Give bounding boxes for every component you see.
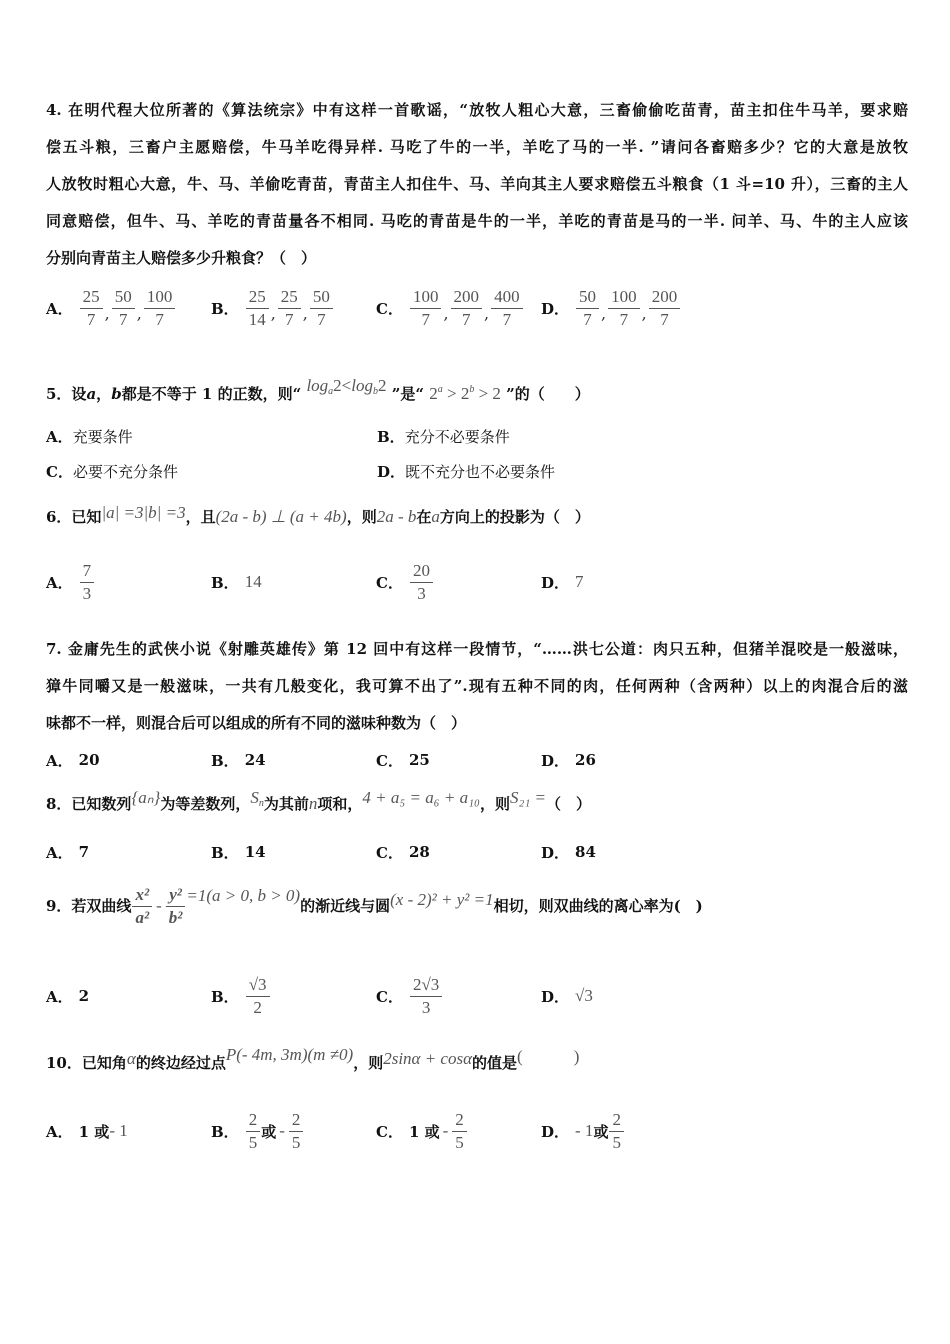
q10-option-c[interactable]: C． 1 或 - $\frac{2}{5}$ [376,1096,468,1166]
question-8: 8．已知数列{aₙ}为等差数列，$S^n$为其前n项和，4 + a₅ = a₆ + a₁₀，则S₂₁ =（ ） [46,788,592,813]
q5-option-b[interactable]: B．充分不必要条件 [377,428,510,446]
q4-line-3: 人放牧时粗心大意，牛、马、羊偷吃青苗，青苗主人扣住牛、马、羊向其主人要求赔偿五斗粮食（1 斗=10 升），三畜的主人 [46,175,908,193]
fraction: $\frac{25}{7}$ [278,286,301,331]
fraction: $\frac{400}{7}$ [491,286,523,331]
q4-line-2: 偿五斗粮，三畜户主愿赔偿，牛马羊吃得异样. 马吃了牛的一半，羊吃了马的一半. ”请问各畜赔多少？它的大意是放牧 [46,138,908,156]
fraction: $\frac{100}{7}$ [608,286,640,331]
q7-option-d[interactable]: D． 26 [541,751,596,770]
fraction: $\frac{25}{7}$ [80,286,103,331]
question-5: 5．设a，b都是不等于 1 的正数，则“ $\log_a2<\log_b2$ ”是“ $2^a > 2^b > 2$ ”的（ ） [46,376,590,403]
fraction: $\frac{100}{7}$ [144,286,176,331]
q9-options [46,958,908,1034]
fraction: $\frac{25}{14}$ [246,286,269,331]
q9-option-c[interactable]: C． $\frac{2√3}{3}$ [376,958,443,1034]
q5-option-d[interactable]: D．既不充分也不必要条件 [377,463,556,481]
q10-option-d[interactable]: D． - 1 或 $\frac{2}{5}$ [541,1096,625,1166]
q9-option-b[interactable]: B． $\frac{√3}{2}$ [211,958,271,1034]
q6-option-b[interactable]: B． 14 [211,572,262,592]
q8-option-b[interactable]: B． 14 [211,843,266,862]
q8-option-c[interactable]: C． 28 [376,843,430,862]
q10-option-b[interactable]: B． $\frac{2}{5}$ 或 - $\frac{2}{5}$ [211,1096,304,1166]
q4-option-b[interactable]: B． $\frac{25}{14}$ , $\frac{25}{7}$ , $\frac{50}{7}$ [211,278,334,338]
question-9: 9．若双曲线 $\frac{\text{x²}}{\text{a²}}$ - $\frac{\text{y²}}{\text{b²}}$ =1(a > 0, b > 0) 的渐近线与圆 (x - 2)² + y² =1 相切，则双曲线的离心率为( ) [46,884,703,927]
q9-option-a[interactable]: A． 2 [46,987,90,1006]
q4-option-c[interactable]: C． $\frac{100}{7}$ , $\frac{200}{7}$ , $\frac{400}{7}$ [376,278,524,338]
question-4 [46,92,908,277]
question-6: 6．已知|a| =3|b| =3，且(2a - b) ⊥ (a + 4b)，则2a - b在a方向上的投影为（ ） [46,503,590,526]
q4-options [46,278,908,338]
fraction: $\frac{200}{7}$ [451,286,483,331]
fraction: $\frac{100}{7}$ [410,286,442,331]
q7-option-a[interactable]: A． 20 [46,751,100,770]
q4-option-a[interactable]: A． $\frac{25}{7}$ , $\frac{50}{7}$ , $\frac{100}{7}$ [46,278,176,338]
q4-option-d[interactable]: D． $\frac{50}{7}$ , $\frac{100}{7}$ , $\frac{200}{7}$ [541,278,681,338]
question-7: 7. 金庸先生的武侠小说《射雕英雄传》第 12 回中有这样一段情节，“……洪七公道：肉只五种，但猪羊混咬是一般滋味， 獐牛同嚼又是一般滋味，一共有几般变化，我可算不出了”.现有五种不同的肉，任何两种（含两种）以上的肉混合后的滋 味都不一样，则混合后可以组成的所有不同的滋味种数为（ ） [46,640,908,732]
q6-options [46,552,908,612]
q4-line-4: 同意赔偿，但牛、马、羊吃的青苗量各不相同. 马吃的青苗是牛的一半，羊吃的青苗是马的一半. 问羊、马、牛的主人应该 [46,212,908,230]
q8-option-a[interactable]: A． 7 [46,843,90,862]
q10-option-a[interactable]: A． 1 或 - 1 [46,1121,128,1141]
fraction: $\frac{200}{7}$ [649,286,681,331]
fraction: $\frac{50}{7}$ [310,286,333,331]
q7-options [46,730,908,790]
q5-option-c[interactable]: C．必要不充分条件 [46,463,178,481]
q4-line-5: 分别向青苗主人赔偿多少升粮食？（ ） [46,249,317,267]
q8-option-d[interactable]: D． 84 [541,843,596,862]
q6-option-c[interactable]: C． $\frac{20}{3}$ [376,552,434,612]
q7-option-c[interactable]: C． 25 [376,751,430,770]
q7-option-b[interactable]: B． 24 [211,751,266,770]
q9-option-d[interactable]: D． √3 [541,986,593,1006]
q6-option-a[interactable]: A． $\frac{7}{3}$ [46,552,95,612]
q5-option-a[interactable]: A．充要条件 [46,428,133,446]
q6-option-d[interactable]: D． 7 [541,572,584,592]
question-10: 10．已知角α的终边经过点P(- 4m, 3m)(m ≠0)，则2sinα + cosα的值是( ) [46,1045,580,1072]
fraction: $\frac{50}{7}$ [576,286,599,331]
q10-options [46,1096,908,1166]
fraction: $\frac{50}{7}$ [112,286,135,331]
q4-line-1: 4. 在明代程大位所著的《算法统宗》中有这样一首歌谣，“放牧人粗心大意，三畜偷偷吃苗青，苗主扣住牛马羊，要求赔 [46,101,908,119]
